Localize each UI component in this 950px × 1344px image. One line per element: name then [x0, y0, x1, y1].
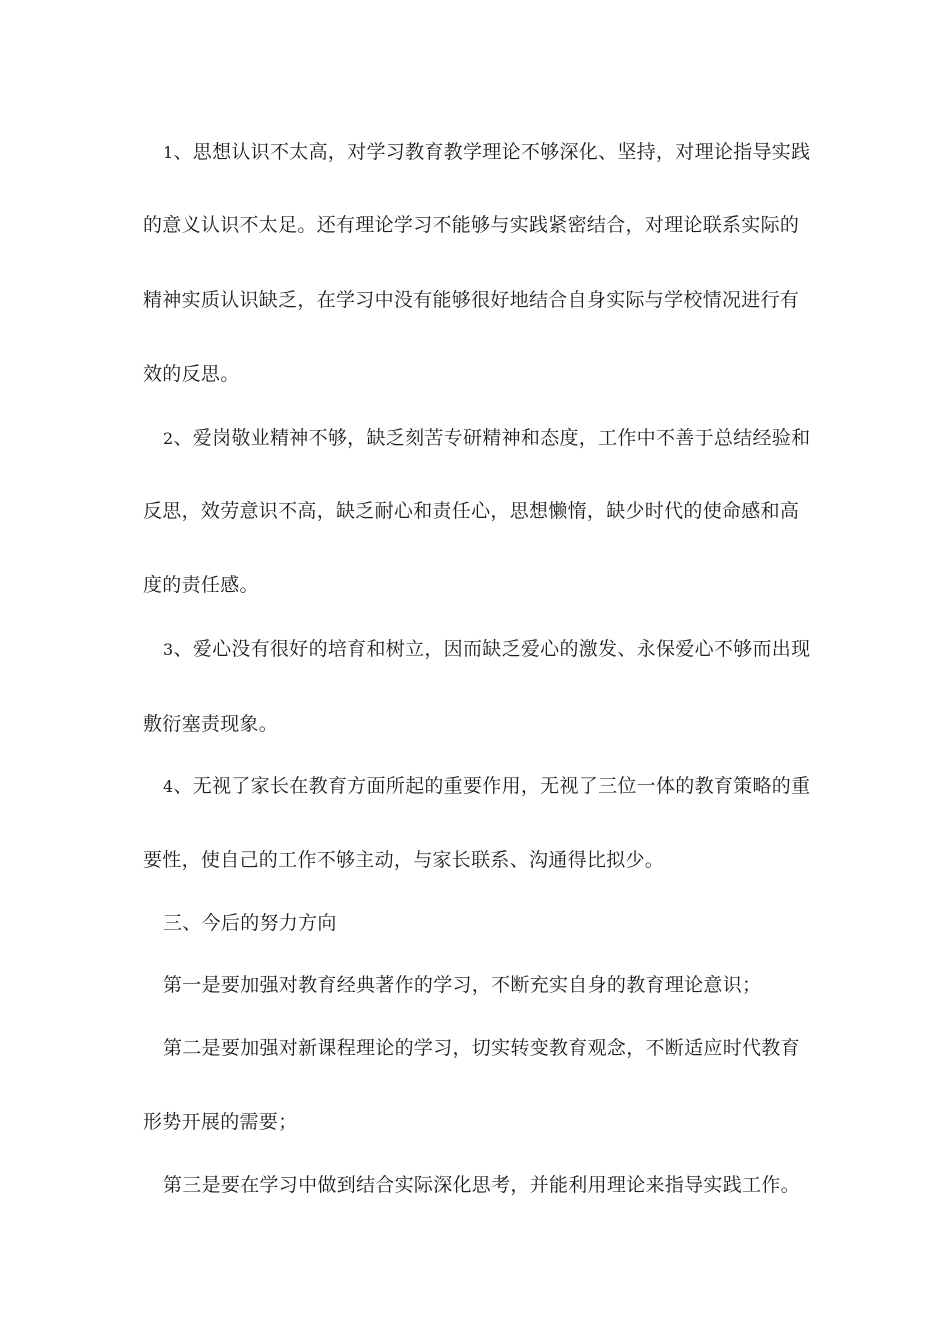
item-1-number: 1: [163, 143, 174, 162]
item-2-line-1: [163, 425, 843, 452]
item-1-text: 、思想认识不太高，对学习教育教学理论不够深化、坚持，对理论指导实践: [173, 141, 811, 163]
item-4-number: 4: [163, 777, 174, 796]
effort-1: 第一是要加强对教育经典著作的学习，不断充实自身的教育理论意识；: [163, 974, 762, 996]
item-1-line-2: 的意义认识不太足。还有理论学习不能够与实践紧密结合，对理论联系实际的: [143, 214, 800, 236]
item-4-line-2: 要性，使自己的工作不够主动，与家长联系、沟通得比拟少。: [143, 849, 665, 871]
item-3-number: 3: [163, 640, 174, 659]
item-3-line-2: 敷衍塞责现象。: [143, 713, 279, 735]
item-1-line-4: 效的反思。: [143, 363, 240, 385]
item-3-line-1: [163, 636, 843, 663]
item-4-line-1: [163, 773, 843, 800]
item-3-text: 、爱心没有很好的培育和树立，因而缺乏爱心的激发、永保爱心不够而出现: [173, 638, 811, 660]
effort-2-line-1: 第二是要加强对新课程理论的学习，切实转变教育观念，不断适应时代教育: [163, 1037, 800, 1059]
item-2-text: 、爱岗敬业精神不够，缺乏刻苦专研精神和态度，工作中不善于总结经验和: [173, 427, 811, 449]
effort-3: 第三是要在学习中做到结合实际深化思考，并能利用理论来指导实践工作。: [163, 1174, 800, 1196]
item-1-line-3: 精神实质认识缺乏，在学习中没有能够很好地结合自身实际与学校情况进行有: [143, 289, 800, 311]
section-heading: 三、今后的努力方向: [163, 912, 337, 934]
item-1-line-1: [163, 139, 843, 166]
item-2-line-3: 度的责任感。: [143, 574, 259, 596]
item-2-number: 2: [163, 429, 174, 448]
item-2-line-2: 反思，效劳意识不高，缺乏耐心和责任心，思想懒惰，缺少时代的使命感和高: [143, 500, 800, 522]
effort-2-line-2: 形势开展的需要；: [143, 1111, 298, 1133]
item-4-text: 、无视了家长在教育方面所起的重要作用，无视了三位一体的教育策略的重: [173, 775, 811, 797]
